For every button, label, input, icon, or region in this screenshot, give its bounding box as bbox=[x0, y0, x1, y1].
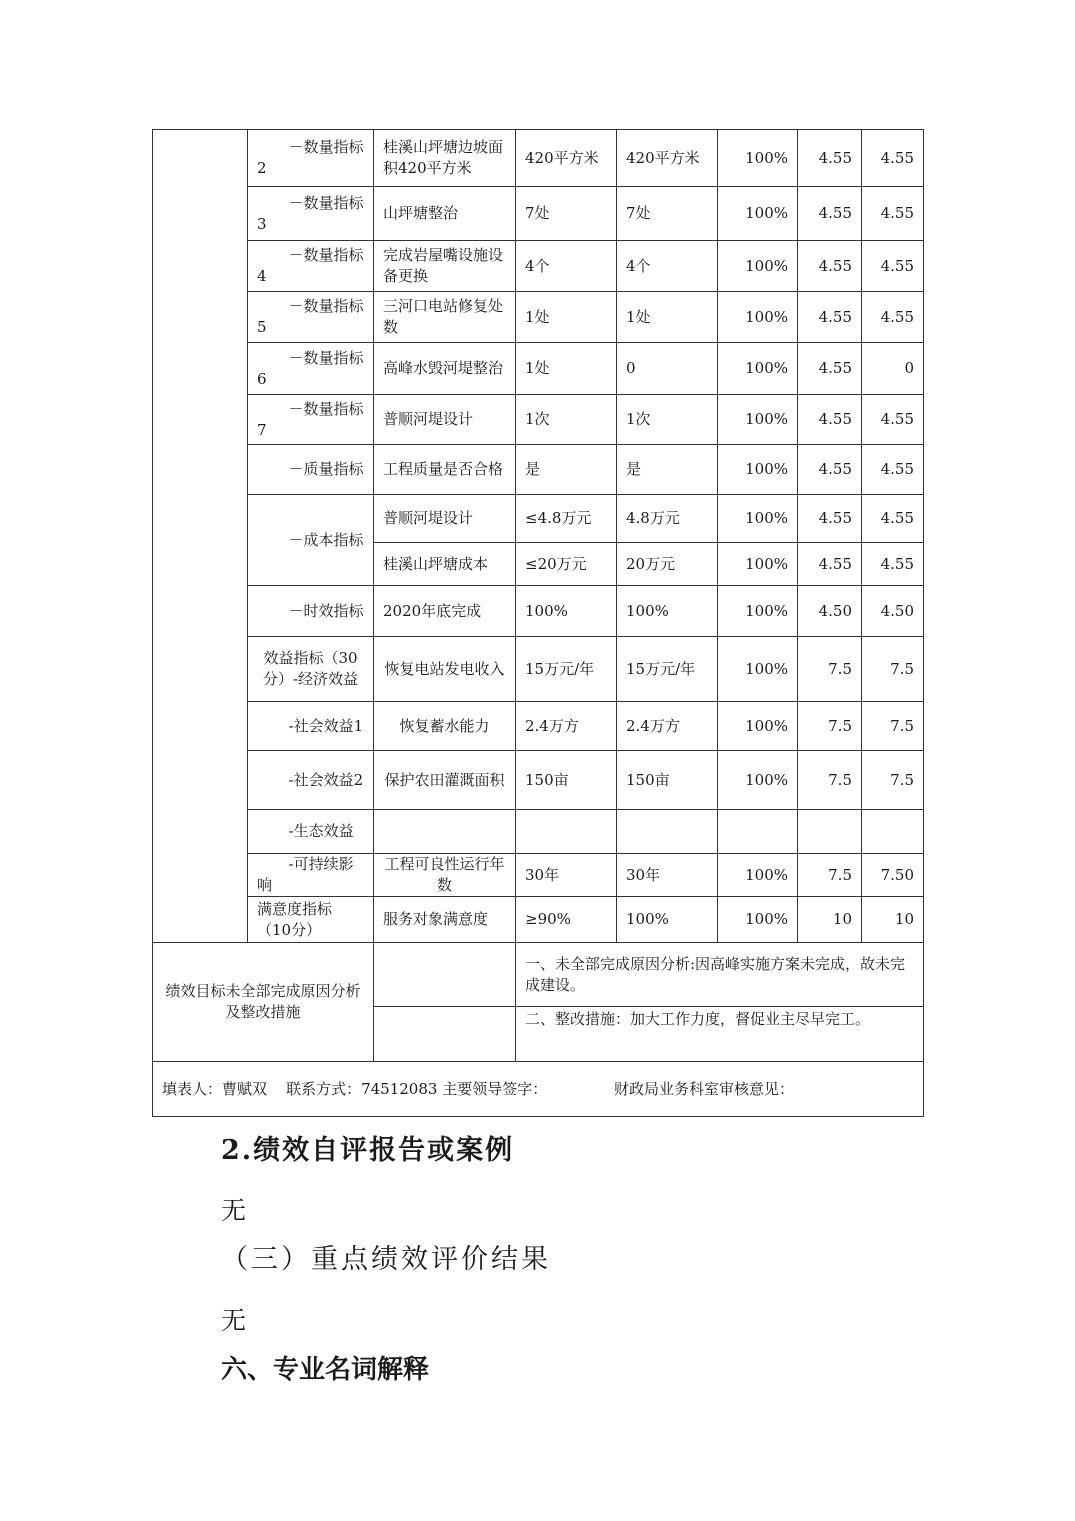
score-cell: 4.55 bbox=[862, 495, 924, 543]
actual-cell: 100% bbox=[617, 586, 718, 637]
actual-cell: 1处 bbox=[617, 292, 718, 343]
score-cell: 0 bbox=[862, 343, 924, 395]
actual-cell: 0 bbox=[617, 343, 718, 395]
analysis-row bbox=[153, 943, 924, 1007]
content-cell: 桂溪山坪塘边坡面积420平方米 bbox=[374, 130, 516, 187]
table-row bbox=[153, 495, 924, 543]
indicator-cell: －数量指标4 bbox=[248, 241, 374, 292]
indicator-cell: -社会效益2 bbox=[248, 751, 374, 810]
rate-cell: 100% bbox=[718, 702, 798, 751]
category-cell bbox=[153, 130, 248, 943]
content-cell: 高峰水毁河堤整治 bbox=[374, 343, 516, 395]
table-row bbox=[153, 445, 924, 495]
table-row bbox=[153, 751, 924, 810]
indicator-cell: -社会效益1 bbox=[248, 702, 374, 751]
target-cell bbox=[516, 810, 617, 854]
target-cell: 1次 bbox=[516, 395, 617, 445]
indicator-cell: －数量指标6 bbox=[248, 343, 374, 395]
table-row bbox=[153, 702, 924, 751]
actual-cell: 1次 bbox=[617, 395, 718, 445]
table-row bbox=[153, 292, 924, 343]
rate-cell: 100% bbox=[718, 395, 798, 445]
content-cell: 山坪塘整治 bbox=[374, 187, 516, 241]
actual-cell: 2.4万方 bbox=[617, 702, 718, 751]
content-cell: 完成岩屋嘴设施设备更换 bbox=[374, 241, 516, 292]
target-cell: 7处 bbox=[516, 187, 617, 241]
score-cell: 4.55 bbox=[862, 292, 924, 343]
content-cell bbox=[374, 810, 516, 854]
content-cell: 保护农田灌溉面积 bbox=[374, 751, 516, 810]
indicator-cell: 满意度指标（10分） bbox=[248, 897, 374, 943]
target-cell: 30年 bbox=[516, 854, 617, 897]
actual-cell: 150亩 bbox=[617, 751, 718, 810]
table-row bbox=[153, 241, 924, 292]
target-cell: 2.4万方 bbox=[516, 702, 617, 751]
rate-cell: 100% bbox=[718, 854, 798, 897]
section-heading-self-eval: 2.绩效自评报告或案例 bbox=[221, 1135, 515, 1166]
weight-cell: 4.55 bbox=[798, 445, 862, 495]
table-row bbox=[153, 854, 924, 897]
section-text: 无 bbox=[221, 1196, 247, 1225]
target-cell: ≤20万元 bbox=[516, 543, 617, 586]
target-cell: 是 bbox=[516, 445, 617, 495]
table-row bbox=[153, 343, 924, 395]
weight-cell bbox=[798, 810, 862, 854]
actual-cell: 30年 bbox=[617, 854, 718, 897]
score-cell: 4.55 bbox=[862, 187, 924, 241]
content-cell: 工程可良性运行年数 bbox=[374, 854, 516, 897]
content-cell: 服务对象满意度 bbox=[374, 897, 516, 943]
rate-cell: 100% bbox=[718, 543, 798, 586]
score-cell: 4.50 bbox=[862, 586, 924, 637]
indicator-cell: 效益指标（30分）-经济效益 bbox=[248, 637, 374, 702]
section-heading-glossary: 六、专业名词解释 bbox=[221, 1355, 430, 1385]
rate-cell: 100% bbox=[718, 495, 798, 543]
content-cell: 桂溪山坪塘成本 bbox=[374, 543, 516, 586]
filler-info: 填表人：曹赋双 联系方式：74512083 主要领导签字： 财政局业务科室审核意见： bbox=[153, 1062, 924, 1117]
score-cell bbox=[862, 810, 924, 854]
weight-cell: 4.55 bbox=[798, 343, 862, 395]
target-cell: ≤4.8万元 bbox=[516, 495, 617, 543]
rate-cell: 100% bbox=[718, 751, 798, 810]
weight-cell: 7.5 bbox=[798, 854, 862, 897]
weight-cell: 7.5 bbox=[798, 637, 862, 702]
target-cell: 1处 bbox=[516, 343, 617, 395]
score-cell: 4.55 bbox=[862, 241, 924, 292]
score-cell: 4.55 bbox=[862, 395, 924, 445]
indicator-cell: －数量指标2 bbox=[248, 130, 374, 187]
indicator-cell: －数量指标5 bbox=[248, 292, 374, 343]
rate-cell: 100% bbox=[718, 897, 798, 943]
score-cell: 4.55 bbox=[862, 445, 924, 495]
weight-cell: 4.55 bbox=[798, 395, 862, 445]
performance-table bbox=[152, 129, 924, 1117]
score-cell: 10 bbox=[862, 897, 924, 943]
rate-cell: 100% bbox=[718, 241, 798, 292]
weight-cell: 7.5 bbox=[798, 702, 862, 751]
analysis-blank-cell bbox=[374, 943, 516, 1007]
rate-cell bbox=[718, 810, 798, 854]
rate-cell: 100% bbox=[718, 292, 798, 343]
indicator-cell: －数量指标3 bbox=[248, 187, 374, 241]
score-cell: 7.5 bbox=[862, 751, 924, 810]
target-cell: 1处 bbox=[516, 292, 617, 343]
indicator-cell: -生态效益 bbox=[248, 810, 374, 854]
content-cell: 2020年底完成 bbox=[374, 586, 516, 637]
filler-row bbox=[153, 1062, 924, 1117]
indicator-cell: －质量指标 bbox=[248, 445, 374, 495]
content-cell: 工程质量是否合格 bbox=[374, 445, 516, 495]
analysis-reason: 一、未全部完成原因分析:因高峰实施方案未完成，故未完成建设。 bbox=[516, 943, 924, 1007]
score-cell: 7.5 bbox=[862, 702, 924, 751]
actual-cell: 4个 bbox=[617, 241, 718, 292]
content-cell: 恢复电站发电收入 bbox=[374, 637, 516, 702]
actual-cell: 20万元 bbox=[617, 543, 718, 586]
actual-cell: 7处 bbox=[617, 187, 718, 241]
rate-cell: 100% bbox=[718, 586, 798, 637]
weight-cell: 7.5 bbox=[798, 751, 862, 810]
score-cell: 4.55 bbox=[862, 130, 924, 187]
table-row bbox=[153, 187, 924, 241]
target-cell: 150亩 bbox=[516, 751, 617, 810]
table-row bbox=[153, 637, 924, 702]
score-cell: 4.55 bbox=[862, 543, 924, 586]
analysis-measure: 二、整改措施：加大工作力度，督促业主尽早完工。 bbox=[516, 1007, 924, 1062]
rate-cell: 100% bbox=[718, 187, 798, 241]
actual-cell: 15万元/年 bbox=[617, 637, 718, 702]
actual-cell: 是 bbox=[617, 445, 718, 495]
content-cell: 三河口电站修复处数 bbox=[374, 292, 516, 343]
table-row bbox=[153, 586, 924, 637]
score-cell: 7.50 bbox=[862, 854, 924, 897]
rate-cell: 100% bbox=[718, 130, 798, 187]
indicator-cell: －时效指标 bbox=[248, 586, 374, 637]
section-heading-key-eval: （三）重点绩效评价结果 bbox=[221, 1244, 551, 1275]
actual-cell: 4.8万元 bbox=[617, 495, 718, 543]
rate-cell: 100% bbox=[718, 637, 798, 702]
weight-cell: 4.55 bbox=[798, 130, 862, 187]
weight-cell: 4.55 bbox=[798, 543, 862, 586]
weight-cell: 4.55 bbox=[798, 495, 862, 543]
rate-cell: 100% bbox=[718, 343, 798, 395]
table-row bbox=[153, 810, 924, 854]
table-row bbox=[153, 395, 924, 445]
analysis-label: 绩效目标未全部完成原因分析及整改措施 bbox=[153, 943, 374, 1062]
target-cell: 15万元/年 bbox=[516, 637, 617, 702]
indicator-cell: －数量指标7 bbox=[248, 395, 374, 445]
table-row bbox=[153, 897, 924, 943]
section-text: 无 bbox=[221, 1306, 247, 1335]
analysis-blank-cell bbox=[374, 1007, 516, 1062]
weight-cell: 4.50 bbox=[798, 586, 862, 637]
content-cell: 普顺河堤设计 bbox=[374, 495, 516, 543]
score-cell: 7.5 bbox=[862, 637, 924, 702]
content-cell: 普顺河堤设计 bbox=[374, 395, 516, 445]
weight-cell: 10 bbox=[798, 897, 862, 943]
actual-cell: 420平方米 bbox=[617, 130, 718, 187]
target-cell: 100% bbox=[516, 586, 617, 637]
weight-cell: 4.55 bbox=[798, 292, 862, 343]
target-cell: 420平方米 bbox=[516, 130, 617, 187]
target-cell: ≥90% bbox=[516, 897, 617, 943]
weight-cell: 4.55 bbox=[798, 241, 862, 292]
rate-cell: 100% bbox=[718, 445, 798, 495]
weight-cell: 4.55 bbox=[798, 187, 862, 241]
content-cell: 恢复蓄水能力 bbox=[374, 702, 516, 751]
indicator-cell: -可持续影响 bbox=[248, 854, 374, 897]
table-row bbox=[153, 130, 924, 187]
indicator-cell: －成本指标 bbox=[248, 495, 374, 586]
target-cell: 4个 bbox=[516, 241, 617, 292]
actual-cell bbox=[617, 810, 718, 854]
actual-cell: 100% bbox=[617, 897, 718, 943]
